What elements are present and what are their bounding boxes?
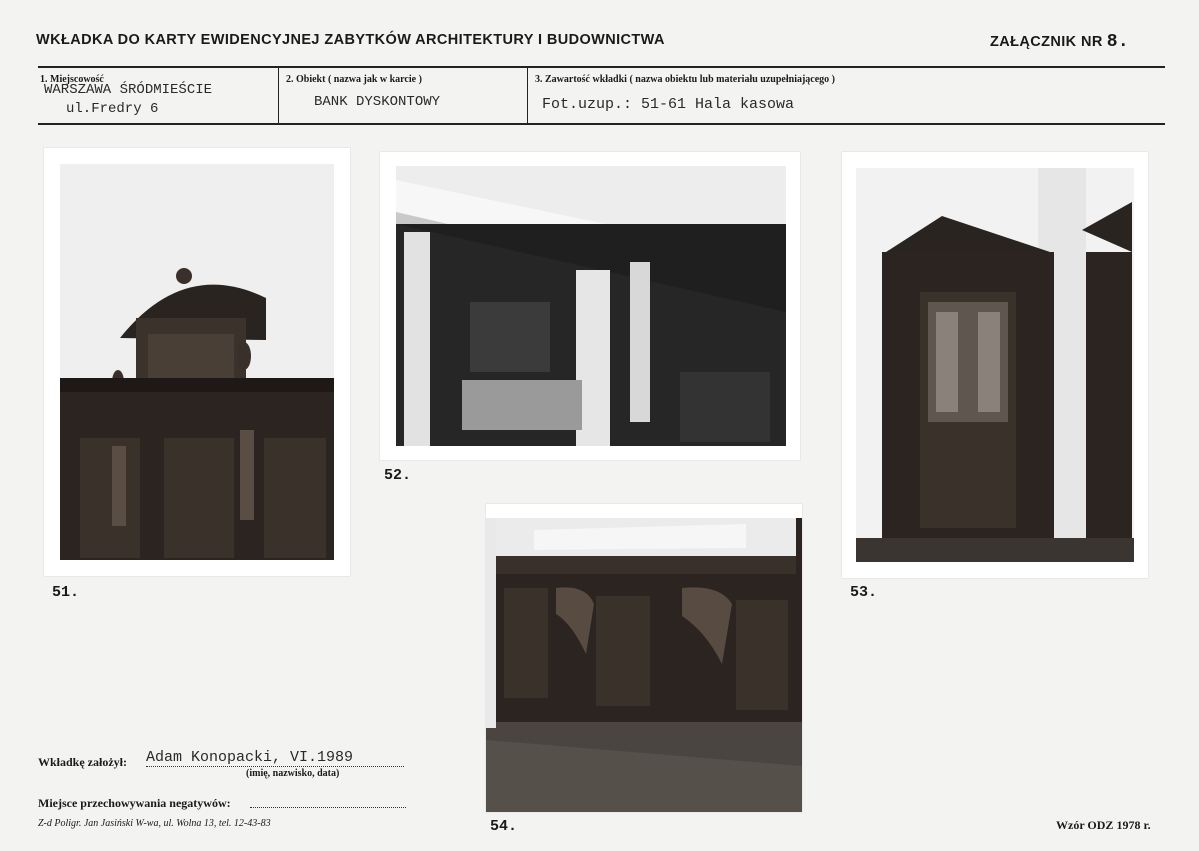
object-label: 2. Obiekt ( nazwa jak w karcie ) xyxy=(286,74,422,85)
location-label: 1. Miejscowość xyxy=(40,74,104,85)
photo-52-caption: 52. xyxy=(384,467,412,484)
photo-53-image xyxy=(842,152,1148,578)
created-by-field xyxy=(146,748,404,767)
photo-52-image xyxy=(380,152,800,460)
document-title: WKŁADKA DO KARTY EWIDENCYJNEJ ZABYTKÓW ARCHITEKTURY I BUDOWNICTWA xyxy=(36,32,665,48)
photo-54 xyxy=(486,504,802,812)
photo-51-image xyxy=(44,148,350,576)
created-by-label: Wkładkę założył: xyxy=(38,755,127,769)
location-value-line1: WARSZAWA ŚRÓDMIEŚCIE xyxy=(44,82,213,98)
contents-value: Fot.uzup.: 51-61 Hala kasowa xyxy=(542,96,795,113)
photo-53 xyxy=(842,152,1148,578)
contents-label: 3. Zawartość wkładki ( nazwa obiektu lub materiału uzupełniającego ) xyxy=(535,74,836,85)
field-divider-2 xyxy=(527,68,528,123)
attachment-label: ZAŁĄCZNIK NR xyxy=(990,34,1103,50)
photo-51-caption: 51. xyxy=(52,584,80,601)
header-bottom-rule xyxy=(38,123,1165,125)
field-divider-1 xyxy=(278,68,279,123)
storage-label: Miejsce przechowywania negatywów: xyxy=(38,796,231,810)
created-by-hint: (imię, nazwisko, data) xyxy=(246,768,340,779)
photo-54-caption: 54. xyxy=(490,818,518,835)
storage-field xyxy=(250,797,406,808)
created-by-value: Adam Konopacki, VI.1989 xyxy=(146,749,404,767)
location-value-line2: ul.Fredry 6 xyxy=(66,101,159,117)
header-top-rule xyxy=(38,66,1165,68)
form-model: Wzór ODZ 1978 r. xyxy=(1056,818,1151,832)
photo-54-image xyxy=(486,504,802,812)
attachment-number-value: 8. xyxy=(1106,32,1130,52)
photo-51 xyxy=(44,148,350,576)
photo-53-caption: 53. xyxy=(850,584,878,601)
printer-note: Z-d Poligr. Jan Jasiński W-wa, ul. Wolna 13, tel. 12-43-83 xyxy=(38,818,271,829)
object-value: BANK DYSKONTOWY xyxy=(314,94,441,110)
attachment-number xyxy=(990,32,1129,52)
photo-52 xyxy=(380,152,800,460)
